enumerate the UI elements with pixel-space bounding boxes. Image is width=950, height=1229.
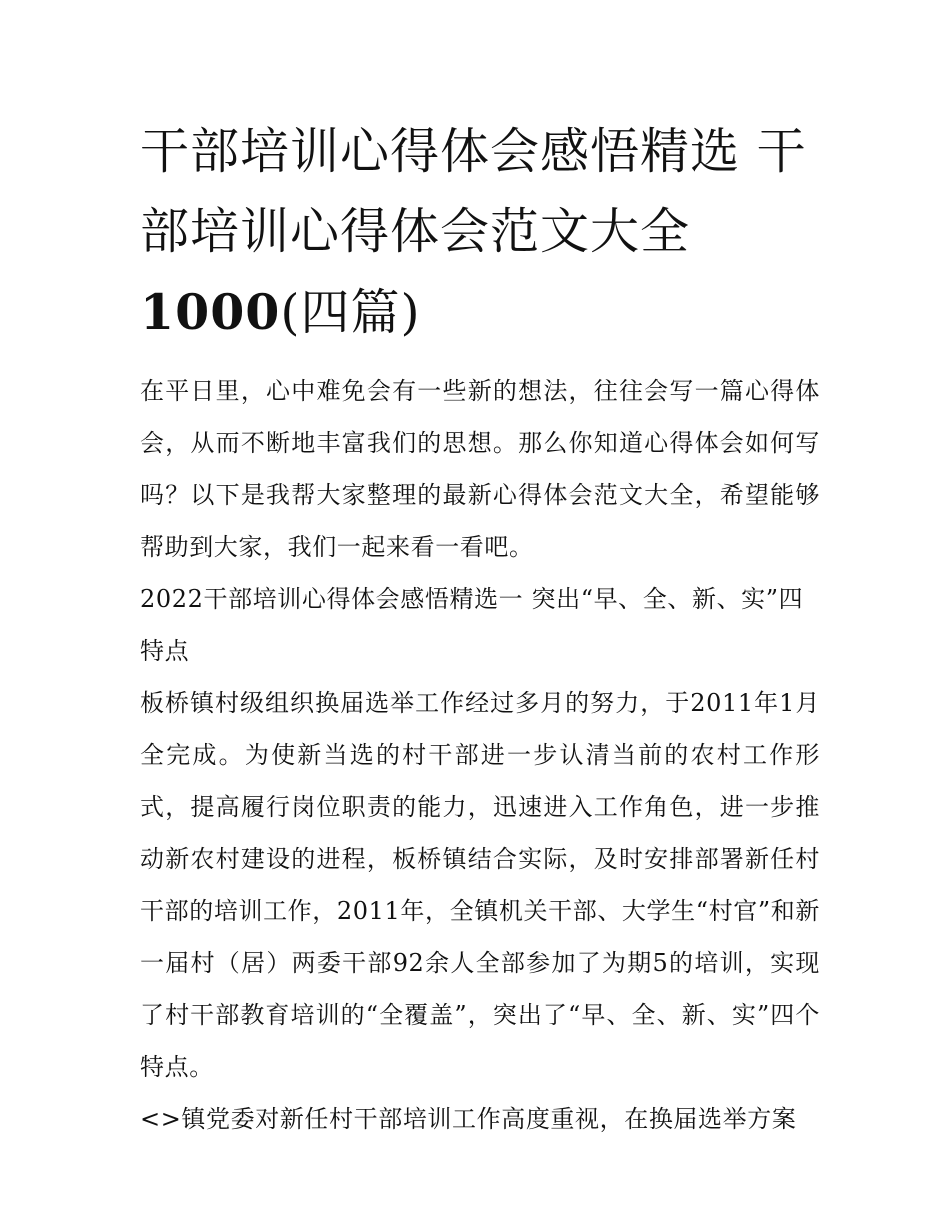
title-line-1: 干部培训心得体会感悟精选 干 <box>140 123 807 180</box>
title-line-2: 部培训心得体会范文大全 <box>140 203 691 260</box>
document-title <box>140 112 820 353</box>
title-number: 1000 <box>140 283 281 341</box>
intro-paragraph: 在平日里，心中难免会有一些新的想法，往往会写一篇心得体会，从而不断地丰富我们的思想。那么你知道心得体会如何写吗？以下是我帮大家整理的最新心得体会范文大全，希望能够帮助到大家，我们一起来看一看吧。 <box>140 377 820 561</box>
title-line-3-text: (四篇) <box>280 284 421 341</box>
section-1-paragraph-1: 板桥镇村级组织换届选举工作经过多月的努力，于2011年1月全完成。为使新当选的村干部进一步认清当前的农村工作形式，提高履行岗位职责的能力，迅速进入工作角色，进一步推动新农村建设的进程，板桥镇结合实际，及时安排部署新任村干部的培训工作，2011年，全镇机关干部、大学生“村官”和新一届村（居）两委干部92余人全部参加了为期5的培训，实现了村干部教育培训的“全覆盖”，突出了“早、全、新、实”四个特点。 <box>140 689 820 1081</box>
document-page <box>140 112 820 1145</box>
section-1-paragraph-2: <>镇党委对新任村干部培训工作高度重视，在换届选举方案 <box>140 1105 797 1133</box>
section-1-heading: 2022干部培训心得体会感悟精选一 突出“早、全、新、实”四特点 <box>140 585 804 665</box>
